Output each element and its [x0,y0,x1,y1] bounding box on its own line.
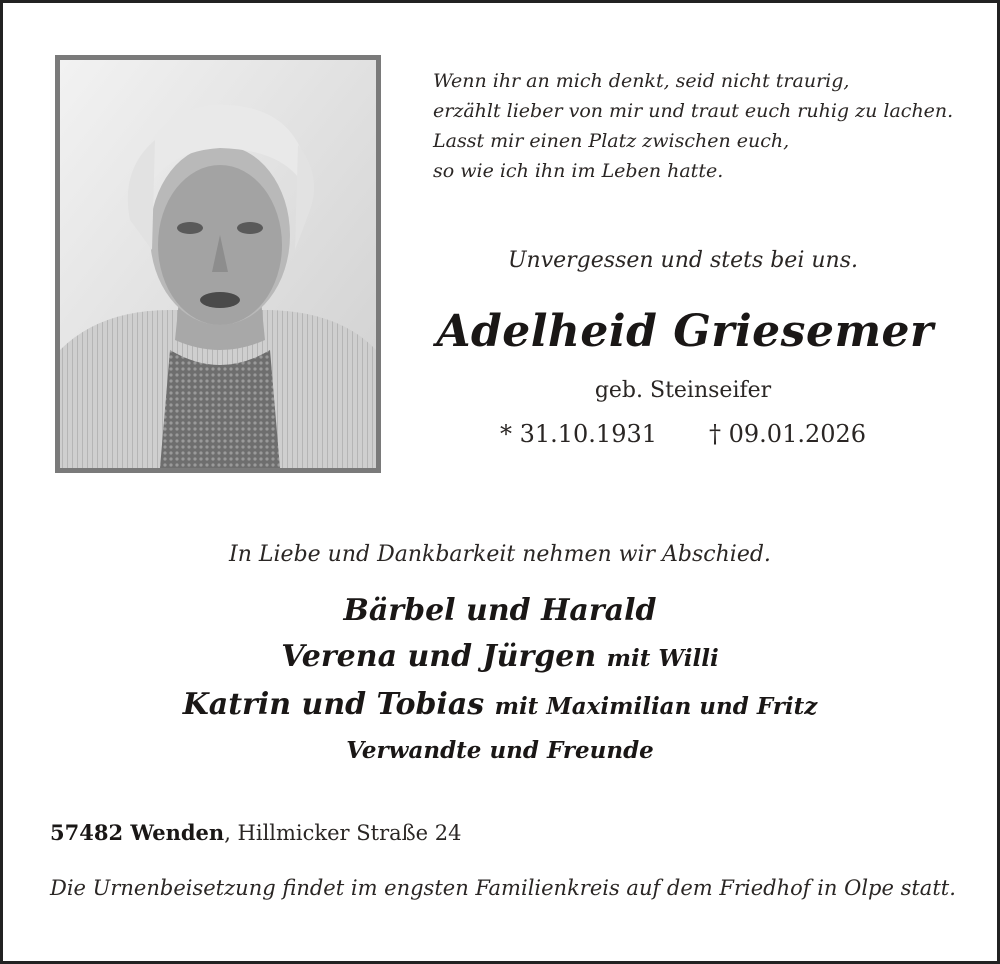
poem-line: Wenn ihr an mich denkt, seid nicht traurig, [433,70,850,92]
deceased-name: Adelheid Griesemer [436,306,934,357]
life-dates [400,420,966,448]
family-children: mit Willi [606,645,719,672]
poem [433,66,973,186]
birth-name: geb. Steinseifer [594,378,772,403]
street: , Hillmicker Straße 24 [224,821,462,845]
family-list [0,588,1000,772]
death-date: † 09.01.2026 [709,420,867,448]
poem-line: Lasst mir einen Platz zwischen euch, [433,130,790,152]
motto: Unvergessen und stets bei uns. [508,248,858,273]
family-names: Verena und Jürgen [281,639,597,674]
family-line [0,682,1000,730]
poem-line: so wie ich ihn im Leben hatte. [433,160,724,182]
family-line [0,634,1000,682]
burial-notice: Die Urnenbeisetzung findet im engsten Familienkreis auf dem Friedhof in Olpe statt. [50,876,956,900]
postcode-city: 57482 Wenden [50,820,225,845]
address [50,820,462,845]
portrait-photo [55,55,381,473]
birth-date: * 31.10.1931 [499,420,657,448]
family-line [0,588,1000,634]
relatives-line: Verwandte und Freunde [346,737,654,764]
portrait-image [60,60,376,468]
family-children: mit Maximilian und Fritz [494,693,818,720]
family-names: Bärbel und Harald [343,593,657,628]
family-names: Katrin und Tobias [182,687,485,722]
farewell-line: In Liebe und Dankbarkeit nehmen wir Abschied. [229,542,771,567]
poem-line: erzählt lieber von mir und traut euch ruhig zu lachen. [433,100,954,122]
